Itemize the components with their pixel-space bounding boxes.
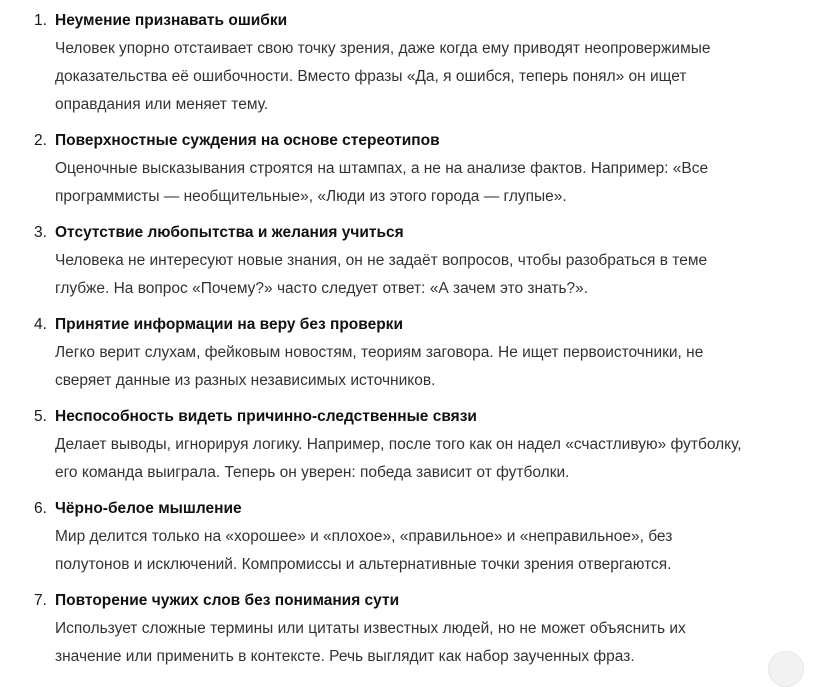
description-line: Человек упорно отстаивает свою точку зрения, даже когда ему приводят неопровержимые xyxy=(55,40,711,57)
item-number: 2. xyxy=(34,132,47,149)
item-description xyxy=(55,247,785,303)
item-title: Поверхностные суждения на основе стереотипов xyxy=(55,132,440,149)
description-line: его команда выиграла. Теперь он уверен: победа зависит от футболки. xyxy=(55,464,570,481)
list-item xyxy=(0,127,822,211)
item-number: 6. xyxy=(34,500,47,517)
description-line: полутонов и исключений. Компромиссы и альтернативные точки зрения отвергаются. xyxy=(55,556,672,573)
list-item xyxy=(0,587,822,671)
description-line: Мир делится только на «хорошее» и «плохое», «правильное» и «неправильное», без xyxy=(55,528,673,545)
item-description xyxy=(55,615,785,671)
item-number: 3. xyxy=(34,224,47,241)
description-line: программисты — необщительные», «Люди из этого города — глупые». xyxy=(55,188,567,205)
item-number: 1. xyxy=(34,12,47,29)
list-item xyxy=(0,403,822,487)
item-description xyxy=(55,155,785,211)
description-line: значение или применить в контексте. Речь выглядит как набор заученных фраз. xyxy=(55,648,635,665)
item-description xyxy=(55,431,785,487)
description-line: сверяет данные из разных независимых источников. xyxy=(55,372,436,389)
item-description xyxy=(55,523,785,579)
item-title: Отсутствие любопытства и желания учиться xyxy=(55,224,404,241)
numbered-list xyxy=(0,7,822,679)
list-item xyxy=(0,7,822,119)
description-line: Использует сложные термины или цитаты известных людей, но не может объяснить их xyxy=(55,620,686,637)
item-number: 7. xyxy=(34,592,47,609)
list-item xyxy=(0,311,822,395)
item-title: Неумение признавать ошибки xyxy=(55,12,288,29)
description-line: глубже. На вопрос «Почему?» часто следует ответ: «А зачем это знать?». xyxy=(55,280,589,297)
description-line: доказательства её ошибочности. Вместо фразы «Да, я ошибся, теперь понял» он ищет xyxy=(55,68,687,85)
description-line: Человека не интересуют новые знания, он не задаёт вопросов, чтобы разобраться в теме xyxy=(55,252,708,269)
description-line: Делает выводы, игнорируя логику. Например, после того как он надел «счастливую» футболку, xyxy=(55,436,742,453)
item-title: Неспособность видеть причинно-следственные связи xyxy=(55,408,477,425)
item-title: Повторение чужих слов без понимания сути xyxy=(55,592,400,609)
item-description xyxy=(55,339,785,395)
item-number: 5. xyxy=(34,408,47,425)
item-number: 4. xyxy=(34,316,47,333)
description-line: Легко верит слухам, фейковым новостям, теориям заговора. Не ищет первоисточники, не xyxy=(55,344,704,361)
scroll-down-button[interactable] xyxy=(768,651,804,687)
list-item xyxy=(0,495,822,579)
item-title: Принятие информации на веру без проверки xyxy=(55,316,403,333)
item-title: Чёрно-белое мышление xyxy=(55,500,242,517)
description-line: оправдания или меняет тему. xyxy=(55,96,269,113)
description-line: Оценочные высказывания строятся на штампах, а не на анализе фактов. Например: «Все xyxy=(55,160,709,177)
list-item xyxy=(0,219,822,303)
item-description xyxy=(55,35,785,119)
